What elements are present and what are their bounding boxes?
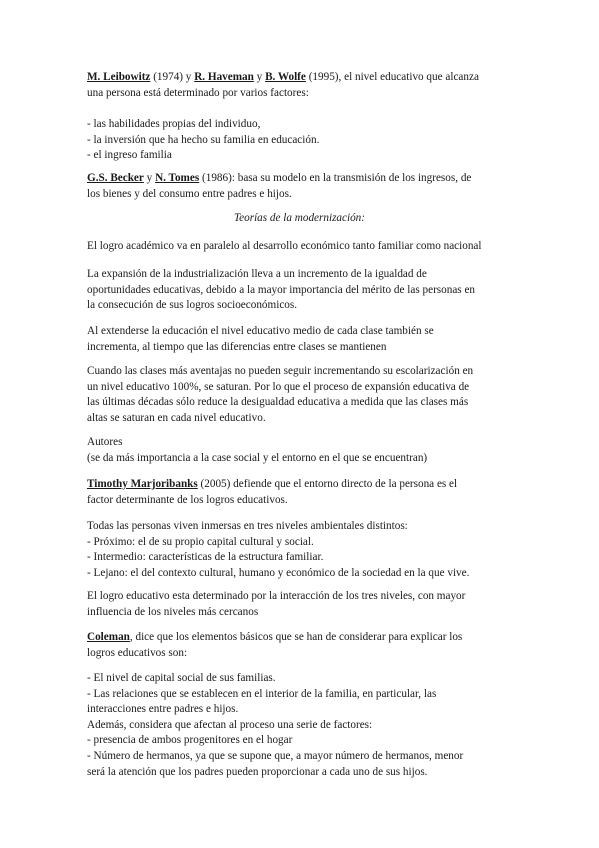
text-rest: (1995), el nivel educativo que alcanza (305, 71, 479, 83)
paragraph-line: influencia de los niveles más cercanos (87, 605, 259, 618)
author-leibowitz: M. Leibowitz (87, 71, 151, 83)
list-item: - las habilidades propias del individuo, (87, 118, 261, 130)
autores-label: Autores (87, 436, 123, 448)
paragraph-factores (87, 671, 527, 780)
list-item: - presencia de ambos progenitores en el hogar (87, 734, 293, 747)
list-item: - El nivel de capital social de sus familias. (87, 672, 276, 684)
paragraph-logro (87, 239, 527, 255)
paragraph-expansion (87, 267, 527, 314)
paragraph-saturacion (87, 364, 527, 426)
paragraph-line: incrementa, al tiempo que las diferencias entre clases se mantienen (87, 340, 387, 353)
author-coleman: Coleman (87, 631, 130, 643)
section-coleman-line-1 (87, 630, 527, 646)
author-wolfe: B. Wolfe (265, 71, 306, 83)
list-item: - la inversión que ha hecho su familia en educación. (87, 133, 320, 146)
paragraph-niveles (87, 519, 527, 581)
paragraph-line: las últimas décadas sólo reduce la desigualdad educativa a medida que las clases más (87, 396, 469, 409)
list-item: - Próximo: el de su propio capital cultural y social. (87, 535, 314, 548)
paragraph-line: El logro académico va en paralelo al desarrollo económico tanto familiar como nacional (87, 240, 482, 252)
text-rest: , dice que los elementos básicos que se han de considerar para explicar los (129, 631, 463, 643)
autores-block (87, 435, 527, 466)
section-marjoribanks-line-2: factor determinante de los logros educativos. (87, 493, 288, 506)
list-item: - el ingreso familia (87, 149, 172, 162)
section-coleman-line-2: logros educativos son: (87, 646, 188, 659)
paragraph-line: El logro educativo esta determinado por la interacción de los tres niveles, con mayor (87, 590, 466, 602)
paragraph-line: La expansión de la industrialización lleva a un incremento de la igualdad de (87, 268, 427, 280)
list-item: - Intermedio: características de la estructura familiar. (87, 551, 324, 564)
section-marjoribanks-line-1 (87, 477, 527, 493)
paragraph-line: un nivel educativo 100%, se saturan. Por lo que el proceso de expansión educativa de (87, 380, 470, 393)
author-becker: G.S. Becker (87, 172, 144, 184)
author-marjoribanks: Timothy Marjoribanks (87, 478, 198, 490)
paragraph-line: altas se saturan en cada nivel educativo. (87, 411, 266, 424)
paragraph-line: Además, considera que afectan al proceso una serie de factores: (87, 718, 373, 731)
section-leibowitz (87, 70, 527, 101)
section-marjoribanks (87, 477, 527, 508)
paragraph-extenderse (87, 324, 527, 355)
section-leibowitz-line-2: una persona está determinado por varios factores: (87, 86, 309, 99)
factors-list (87, 117, 527, 164)
text-and: y (143, 172, 156, 184)
author-tomes: N. Tomes (155, 172, 200, 184)
list-item: - Las relaciones que se establecen en el interior de la familia, en particular, las (87, 687, 437, 700)
paragraph-line: la consecución de sus logros socioeconómicos. (87, 299, 298, 312)
section-becker-line-2: los bienes y del consumo entre padres e hijos. (87, 187, 292, 200)
section-leibowitz-line-1 (87, 70, 527, 86)
paragraph-line: interacciones entre padres e hijos. (87, 703, 239, 716)
text-and: y (253, 71, 266, 83)
list-item: - Número de hermanos, ya que se supone que, a mayor número de hermanos, menor (87, 749, 464, 762)
section-heading: Teorías de la modernización: (233, 212, 366, 224)
paragraph-line: oportunidades educativas, debido a la mayor importancia del mérito de las personas en (87, 283, 476, 296)
list-item: - Lejano: el del contexto cultural, humano y económico de la sociedad en la que vive. (87, 566, 470, 579)
paragraph-line: será la atención que los padres pueden proporcionar a cada uno de sus hijos. (87, 765, 428, 778)
section-becker (87, 171, 527, 202)
section-coleman (87, 630, 527, 661)
paragraph-line: Todas las personas viven inmersas en tres niveles ambientales distintos: (87, 520, 408, 532)
author-haveman: R. Haveman (194, 71, 254, 83)
paragraph-line: Al extenderse la educación el nivel educativo medio de cada clase también se (87, 325, 434, 337)
paragraph-line: Cuando las clases más aventajas no pueden seguir incrementando su escolarización en (87, 365, 474, 377)
autores-note: (se da más importancia a la case social y el entorno en el que se encuentran) (87, 451, 428, 464)
text-rest: (2005) defiende que el entorno directo de la persona es el (197, 478, 458, 490)
text-year-1974: (1974) y (150, 71, 195, 83)
text-rest: (1986): basa su modelo en la transmisión de los ingresos, de (199, 172, 472, 184)
paragraph-logro-determinado (87, 589, 527, 620)
section-becker-line-1 (87, 171, 527, 187)
